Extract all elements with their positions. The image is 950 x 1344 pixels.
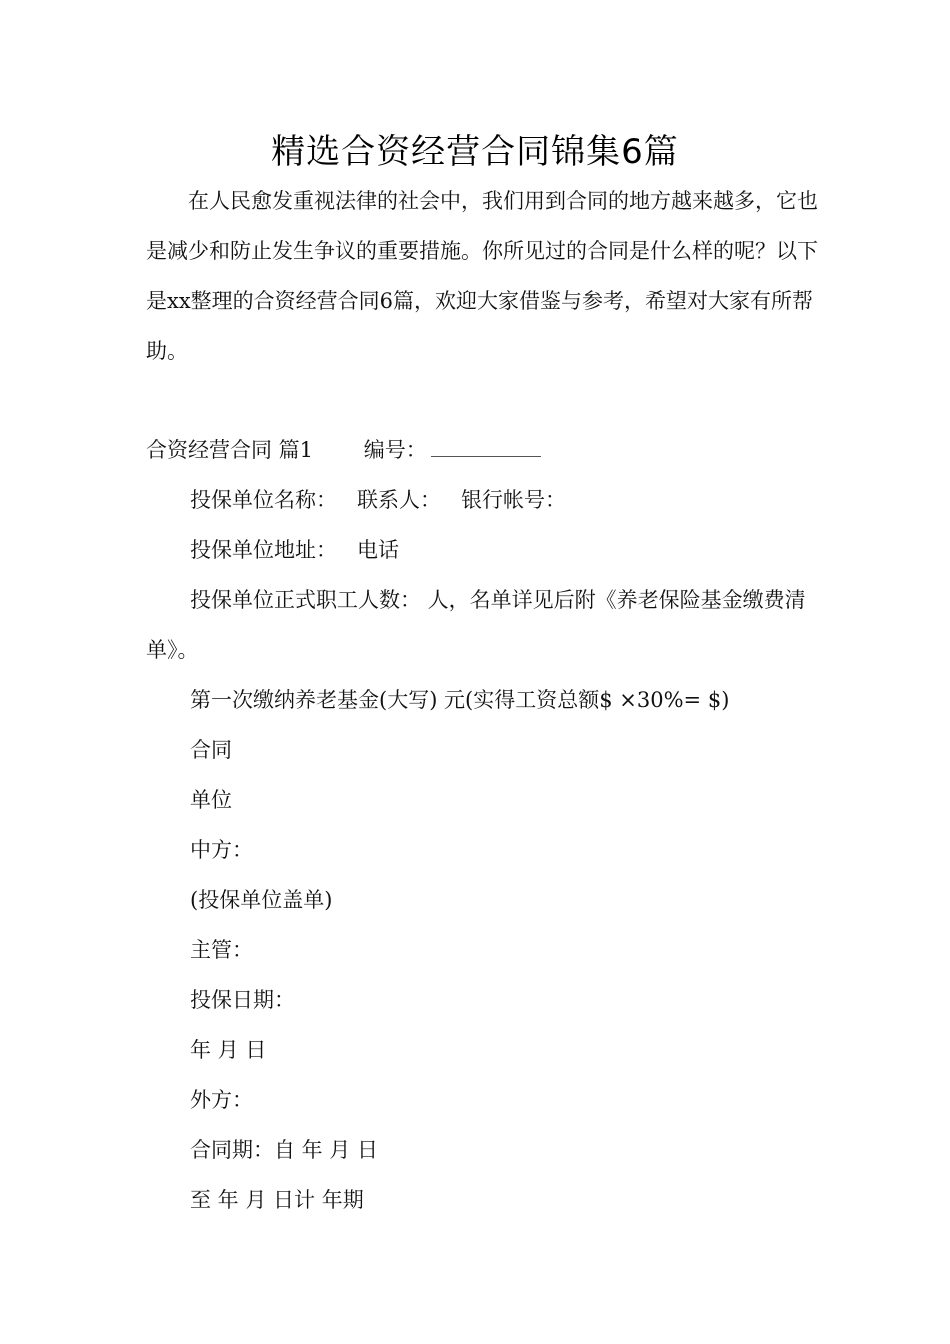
supervisor-label: 主管： [190,938,253,962]
employee-count-line: 投保单位正式职工人数： 人，名单详见后附《养老保险基金缴费清单》。 [146,588,806,662]
insured-address-line [146,525,836,575]
phone-label: 电话 [357,538,399,562]
bank-account-label: 银行帐号： [461,488,566,512]
contract-label: 合同 [190,738,232,762]
contract-number-label: 编号： [363,438,427,462]
unit-label: 单位 [190,788,232,812]
section-heading: 合资经营合同 篇1 [146,438,314,462]
document-title: 精选合资经营合同锦集6篇 [271,132,679,172]
contract-period-end: 至 年 月 日计 年期 [190,1188,364,1212]
date-blank-line: 年 月 日 [190,1038,267,1062]
foreign-party-label: 外方： [190,1088,253,1112]
section-heading-row [146,425,836,475]
contract-period-start: 合同期：自 年 月 日 [190,1138,379,1162]
chinese-party-label: 中方： [190,838,253,862]
insured-name-line [146,475,836,525]
intro-paragraph [146,176,836,376]
insured-name-label: 投保单位名称： [190,488,337,512]
intro-text: 在人民愈发重视法律的社会中，我们用到合同的地方越来越多，它也是减少和防止发生争议的重要措施。你所见过的合同是什么样的呢？以下是xx整理的合资经营合同6篇，欢迎大家借鉴与参考，希望对大家有所帮助。 [146,189,818,363]
contract-body [146,475,836,1225]
first-payment-line: 第一次缴纳养老基金(大写) 元(实得工资总额$ ×30%= $) [190,688,730,712]
contact-person-label: 联系人： [357,488,441,512]
insured-address-label: 投保单位地址： [190,538,337,562]
seal-note: (投保单位盖单) [190,888,333,912]
insure-date-label: 投保日期： [190,988,295,1012]
contract-number-blank [431,434,541,457]
